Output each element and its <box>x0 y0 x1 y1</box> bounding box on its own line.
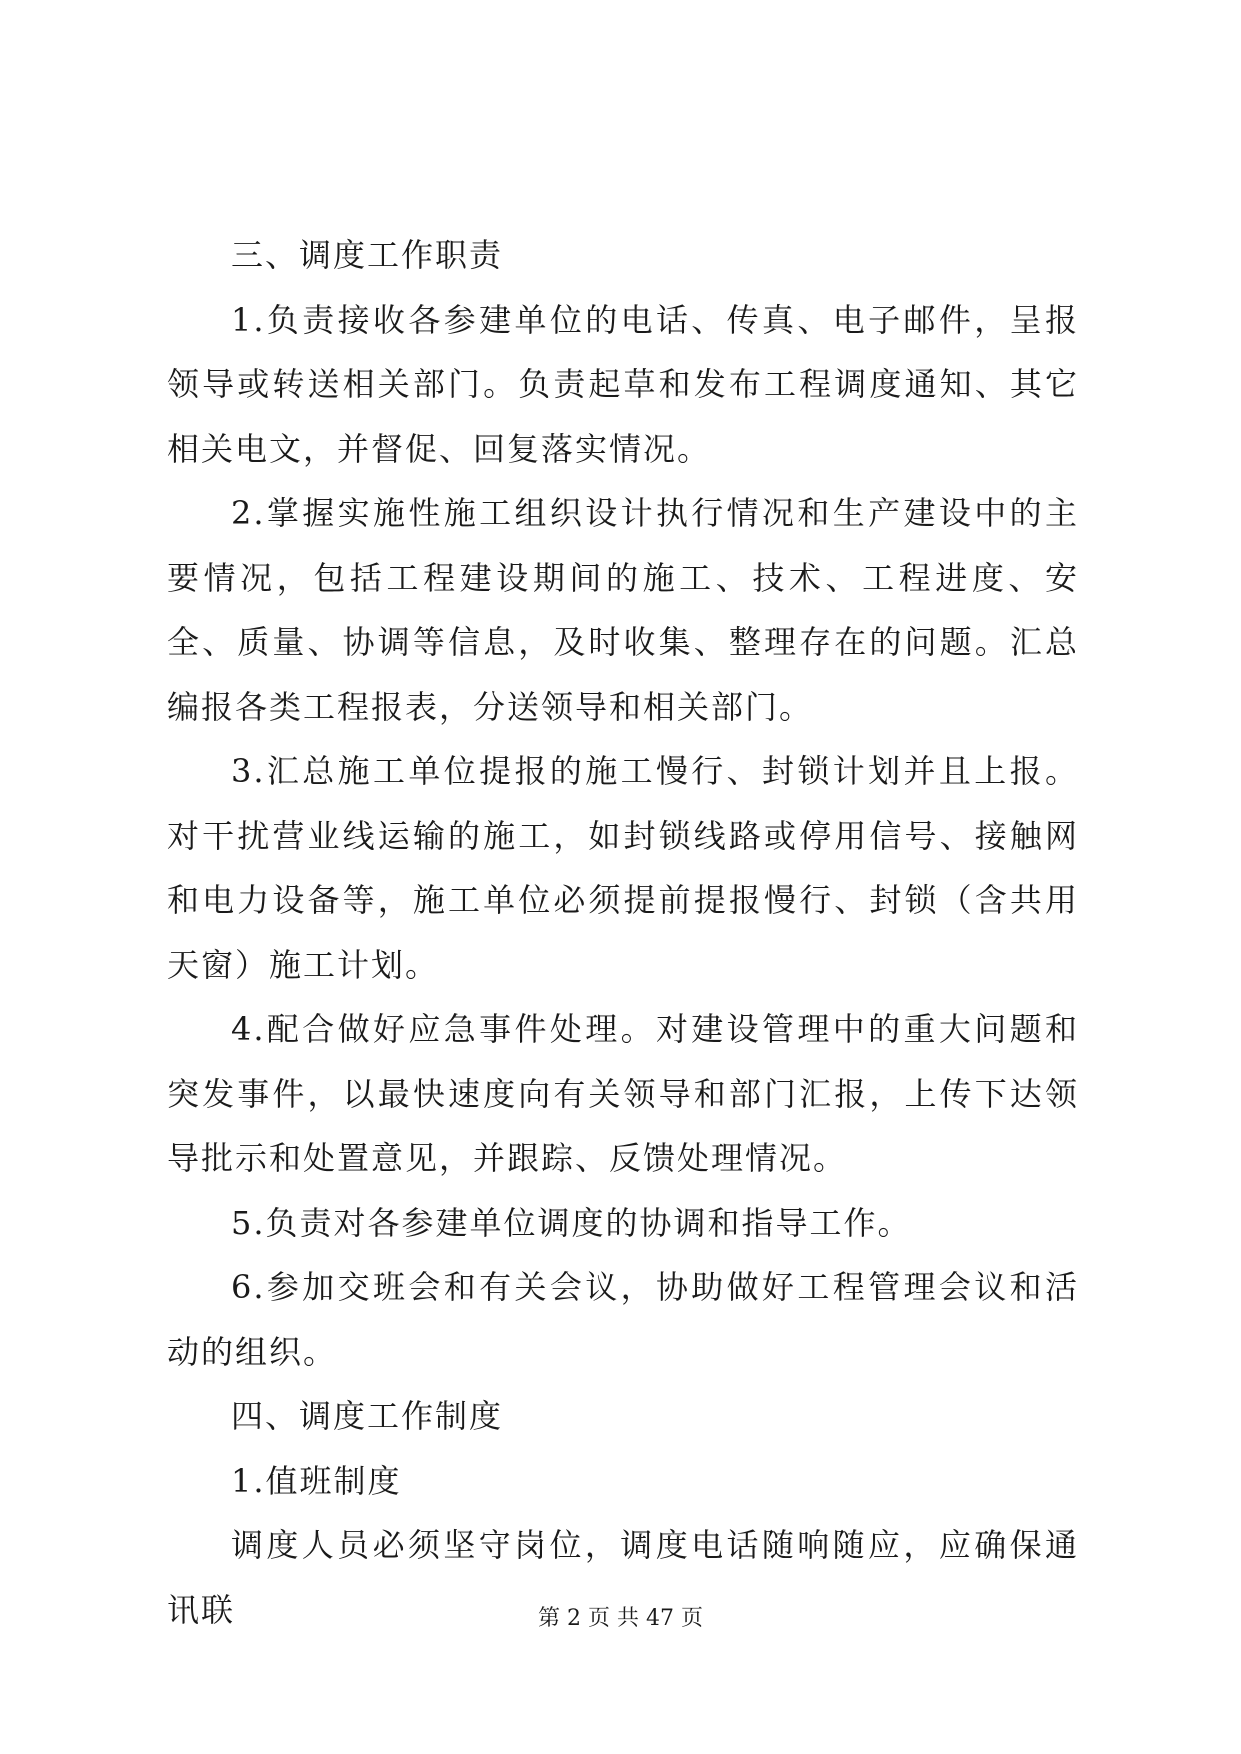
section-heading-duties: 三、调度工作职责 <box>231 236 504 274</box>
section-heading-system: 四、调度工作制度 <box>231 1397 504 1435</box>
duty-item-1: 1.负责接收各参建单位的电话、传真、电子邮件，呈报领导或转送相关部门。负责起草和发布工程调度通知、其它相关电文，并督促、回复落实情况。 <box>167 300 1079 468</box>
duty-item-3: 3.汇总施工单位提报的施工慢行、封锁计划并且上报。对干扰营业线运输的施工，如封锁线路或停用信号、接触网和电力设备等，施工单位必须提前提报慢行、封锁（含共用天窗）施工计划。 <box>167 752 1079 984</box>
duty-item-2: 2.掌握实施性施工组织设计执行情况和生产建设中的主要情况，包括工程建设期间的施工、技术、工程进度、安全、质量、协调等信息，及时收集、整理存在的问题。汇总编报各类工程报表，分送领导和相关部门。 <box>167 494 1079 726</box>
document-body <box>167 223 1079 1642</box>
duty-shift-paragraph: 调度人员必须坚守岗位，调度电话随响随应，应确保通讯联 <box>167 1526 1079 1629</box>
subheading-duty-shift: 1.值班制度 <box>231 1461 402 1500</box>
duty-item-5: 5.负责对各参建单位调度的协调和指导工作。 <box>231 1203 912 1242</box>
duty-item-6: 6.参加交班会和有关会议，协助做好工程管理会议和活动的组织。 <box>167 1268 1079 1371</box>
duty-item-4: 4.配合做好应急事件处理。对建设管理中的重大问题和突发事件，以最快速度向有关领导和部门汇报，上传下达领导批示和处置意见，并跟踪、反馈处理情况。 <box>167 1010 1079 1177</box>
page-footer: 第 2 页 共 47 页 <box>538 1606 703 1631</box>
